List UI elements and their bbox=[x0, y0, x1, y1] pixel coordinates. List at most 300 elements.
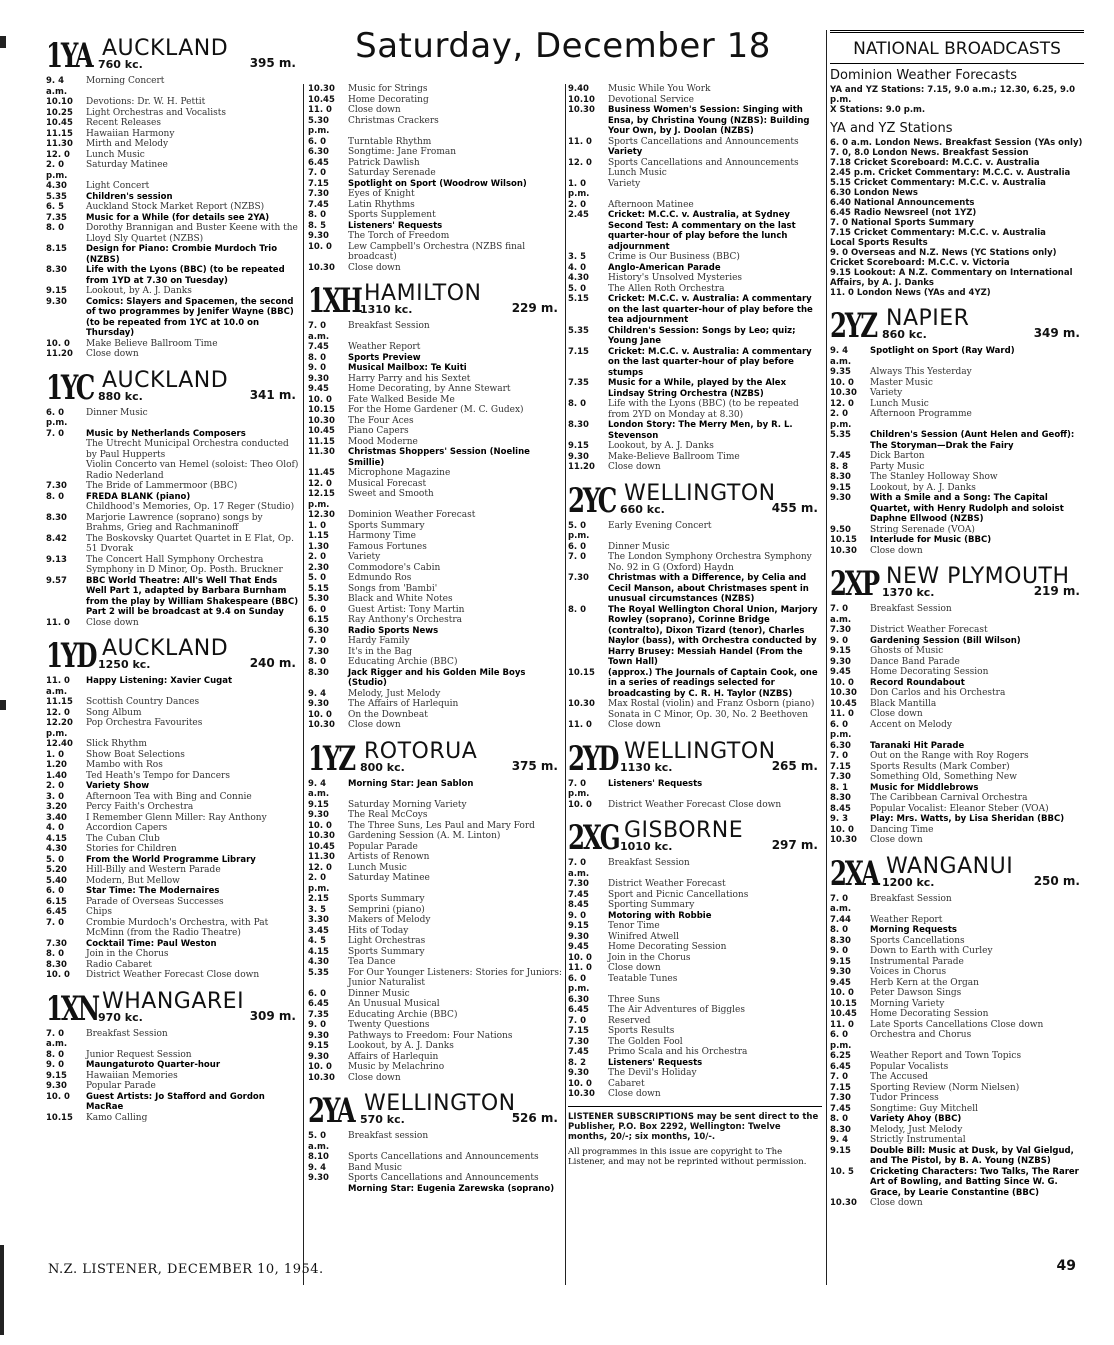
programme-row bbox=[568, 699, 822, 720]
programme-time: 2.45 bbox=[568, 210, 589, 220]
programme-row bbox=[830, 604, 1084, 625]
programme-title: Black Mantilla bbox=[870, 698, 937, 709]
programme-time: 11. 0 bbox=[830, 709, 854, 719]
programme-row bbox=[308, 437, 562, 448]
programme-title: Hawaiian Harmony bbox=[86, 128, 175, 139]
programme-row bbox=[830, 625, 1084, 636]
programme-title: Home Decorating Session bbox=[870, 667, 989, 677]
programme-title: Sports Cancellations bbox=[870, 935, 965, 946]
programme-time: 6.30 bbox=[308, 625, 329, 636]
station-wavelength: 349 m. bbox=[1033, 326, 1080, 340]
programme-title: Close down bbox=[348, 720, 401, 730]
programme-row bbox=[308, 95, 562, 106]
programme-row bbox=[308, 231, 562, 242]
programme-row bbox=[568, 995, 822, 1006]
programme-time: 7.30 bbox=[308, 189, 329, 199]
programme-title: The Affairs of Harlequin bbox=[348, 699, 459, 709]
programme-time: 6. 0 bbox=[308, 136, 327, 147]
programme-time: 8. 0 bbox=[568, 399, 587, 409]
station-city: GISBORNE bbox=[624, 818, 744, 843]
programme-time: 7.45 bbox=[308, 199, 329, 210]
copyright-notice: All programmes in this issue are copyright to The Listener, and may not be reprinted without permission. bbox=[568, 1146, 807, 1167]
programme-row bbox=[568, 399, 822, 420]
programme-row bbox=[46, 181, 300, 192]
programme-time: 9. 4 a.m. bbox=[308, 778, 330, 799]
programme-title: Late Sports Cancellations Close down bbox=[870, 1019, 1044, 1030]
programme-row bbox=[46, 865, 300, 876]
programme-time: 10.30 bbox=[830, 835, 857, 845]
programme-title: Songtime: Jane Froman bbox=[348, 147, 457, 157]
programme-time: 7. 0 a.m. bbox=[830, 604, 852, 625]
programme-title: I Remember Glenn Miller: Ray Anthony bbox=[86, 812, 267, 823]
programme-time: 10.30 bbox=[568, 699, 595, 709]
programme-row bbox=[830, 1093, 1084, 1104]
programme-row bbox=[830, 957, 1084, 968]
programme-title: Radio Cabaret bbox=[86, 959, 152, 970]
programme-row bbox=[568, 668, 822, 700]
programme-row bbox=[46, 429, 300, 440]
programme-time: 10. 0 bbox=[308, 709, 332, 720]
programme-title: Music for Middlebrows bbox=[870, 782, 979, 793]
programme-row bbox=[46, 76, 300, 97]
programme-title: Instrumental Parade bbox=[870, 956, 964, 967]
programme-time: 9.13 bbox=[46, 554, 67, 565]
programme-time: 9. 3 bbox=[830, 814, 849, 824]
programme-time: 7.15 bbox=[568, 1026, 589, 1036]
programme-time: 7. 0 p.m. bbox=[568, 778, 590, 799]
programme-title: Musical Forecast bbox=[348, 478, 427, 489]
programme-time: 1.40 bbox=[46, 770, 67, 781]
programme-time: 1.20 bbox=[46, 760, 67, 770]
programme-time: 11. 0 bbox=[568, 136, 592, 147]
programme-time: 9.30 bbox=[46, 296, 67, 307]
programme-row bbox=[830, 741, 1084, 752]
station-call-sign: 2YA bbox=[308, 1091, 354, 1131]
station-call-sign: 1YD bbox=[46, 636, 96, 676]
programme-row bbox=[308, 968, 562, 989]
programme-time: 9.30 bbox=[308, 1051, 329, 1062]
programme-title: Christmas Shoppers' Session (Noeline Smillie) bbox=[348, 447, 530, 468]
programme-row bbox=[308, 810, 562, 821]
programme-title: Light Orchestras and Vocalists bbox=[86, 107, 227, 118]
programme-row bbox=[830, 1104, 1084, 1115]
programme-time: 7.35 bbox=[568, 378, 589, 388]
programme-row bbox=[830, 925, 1084, 936]
programme-time: 9. 0 bbox=[308, 1020, 327, 1030]
station-frequency: 570 kc. bbox=[360, 1113, 405, 1126]
station-call-sign: 1XH bbox=[308, 281, 361, 321]
programme-time: 10. 0 bbox=[830, 988, 854, 998]
programme-row bbox=[568, 1089, 822, 1100]
programme-row bbox=[308, 263, 562, 274]
programme-row bbox=[46, 439, 300, 460]
programme-time: 12. 0 bbox=[46, 707, 70, 718]
station-city: WELLINGTON bbox=[624, 738, 776, 764]
programme-row bbox=[46, 265, 300, 286]
column-2 bbox=[308, 84, 562, 1194]
programme-time: 5. 0 a.m. bbox=[308, 1131, 330, 1152]
station-1ya bbox=[46, 34, 300, 360]
station-frequency: 1250 kc. bbox=[98, 658, 151, 671]
programme-row bbox=[568, 378, 822, 399]
programme-row bbox=[308, 999, 562, 1010]
programme-time: 9.30 bbox=[568, 931, 589, 942]
programme-title: Close down bbox=[870, 835, 923, 845]
programme-title: Popular Vocalists bbox=[870, 1061, 949, 1072]
programme-row bbox=[308, 479, 562, 490]
programme-row bbox=[308, 1173, 562, 1184]
programme-row bbox=[46, 718, 300, 739]
programme-row bbox=[568, 137, 822, 148]
programme-row bbox=[830, 709, 1084, 720]
programme-row bbox=[308, 489, 562, 510]
programme-row bbox=[308, 416, 562, 427]
programme-time: 12. 0 bbox=[308, 478, 332, 489]
programme-row bbox=[568, 252, 822, 263]
programme-time: 10. 0 bbox=[830, 377, 854, 388]
programme-row bbox=[830, 1051, 1084, 1062]
station-2xg bbox=[568, 816, 822, 1100]
programme-time: 8. 0 bbox=[46, 223, 65, 233]
programme-time: 10.45 bbox=[830, 698, 857, 709]
programme-title: District Weather Forecast Close down bbox=[86, 970, 260, 980]
programme-row bbox=[830, 814, 1084, 825]
programme-title: Cricket: M.C.C. v. Australia: A commentary on the last quarter-hour of play before stumps bbox=[608, 346, 812, 378]
station-city: WANGANUI bbox=[886, 853, 1014, 879]
subscriptions-notice: LISTENER SUBSCRIPTIONS may be sent direct to the Publisher, P.O. Box 2292, Wellington: Twelve months, 20/-; six months, 10/-. bbox=[568, 1106, 822, 1142]
programme-row bbox=[46, 697, 300, 708]
national-broadcasts-title: NATIONAL BROADCASTS bbox=[830, 30, 1084, 64]
programme-title: Spotlight on Sport (Woodrow Wilson) bbox=[348, 178, 527, 189]
programme-row bbox=[46, 223, 300, 244]
programme-time: 10.45 bbox=[830, 1009, 857, 1019]
programme-row bbox=[46, 492, 300, 503]
programme-title: Sports Results (Mark Comber) bbox=[870, 761, 1010, 772]
programme-row bbox=[308, 699, 562, 710]
programme-title: Band Music bbox=[348, 1162, 402, 1173]
programme-time: 9.40 bbox=[568, 84, 589, 94]
programme-time: 9. 0 bbox=[308, 363, 327, 373]
programme-time: 9.15 bbox=[46, 1070, 67, 1081]
programme-time: 10.15 bbox=[46, 1112, 73, 1123]
programme-row bbox=[568, 800, 822, 811]
programme-row bbox=[308, 405, 562, 416]
programme-time: 7.30 bbox=[568, 1036, 589, 1047]
programme-time: 9. 4 bbox=[308, 1162, 327, 1173]
programme-time: 2. 0 bbox=[46, 781, 65, 791]
programme-time: 9.15 bbox=[46, 286, 67, 296]
programme-time: 11.20 bbox=[46, 349, 73, 359]
programme-time: 3.45 bbox=[308, 925, 329, 936]
programme-title: Saturday Matinee bbox=[86, 160, 168, 170]
programme-row bbox=[308, 1031, 562, 1042]
station-wavelength: 240 m. bbox=[249, 656, 296, 670]
programme-time: 1.30 bbox=[308, 541, 329, 552]
programme-title: Children's Session (Aunt Helen and Geoff): The Storyman—Drak the Fairy bbox=[870, 430, 1075, 451]
programme-time: 8.30 bbox=[830, 793, 851, 803]
station-header bbox=[830, 562, 1084, 602]
programme-row bbox=[308, 1062, 562, 1073]
programme-row bbox=[308, 1152, 562, 1163]
programme-time: 9.30 bbox=[308, 810, 329, 820]
programme-time: 9. 0 bbox=[830, 946, 849, 956]
programme-time: 10.30 bbox=[308, 415, 335, 426]
programme-title: Show Boat Selections bbox=[86, 749, 185, 760]
programme-time: 9. 4 a.m. bbox=[46, 76, 68, 97]
programme-row bbox=[308, 116, 562, 137]
programme-row bbox=[308, 573, 562, 584]
programme-title: Saturday Serenade bbox=[348, 168, 436, 178]
programme-title: Peter Dawson Sings bbox=[870, 988, 962, 998]
programme-row bbox=[568, 1005, 822, 1016]
programme-time: 7.30 bbox=[830, 625, 851, 635]
programme-time: 6.45 bbox=[308, 157, 329, 168]
programme-time: 3. 0 bbox=[46, 791, 65, 802]
programme-title: Morning Star: Jean Sablon bbox=[348, 778, 474, 789]
programme-time: 10. 0 bbox=[46, 970, 70, 980]
programme-time: 10.45 bbox=[308, 426, 335, 436]
programme-time: 8.42 bbox=[46, 533, 67, 544]
programme-title: Afternoon Matinee bbox=[608, 199, 694, 210]
programme-time bbox=[46, 502, 86, 513]
programme-title: The Stanley Holloway Show bbox=[870, 472, 998, 482]
programme-title: Hawaiian Memories bbox=[86, 1070, 178, 1081]
station-call-sign: 2XP bbox=[830, 564, 878, 604]
programme-title: Design for Piano: Crombie Murdoch Trio (NZBS) bbox=[86, 244, 278, 265]
station-city: WHANGAREI bbox=[102, 988, 245, 1014]
programme-row bbox=[46, 1092, 300, 1113]
programme-row bbox=[46, 676, 300, 697]
programme-row bbox=[308, 221, 562, 232]
programme-title: Christmas Crackers bbox=[348, 115, 439, 126]
programme-time: 4.30 bbox=[46, 181, 67, 191]
programme-row bbox=[830, 751, 1084, 762]
page-footer: N.Z. LISTENER, DECEMBER 10, 1954. bbox=[48, 1262, 324, 1277]
station-1xn bbox=[46, 987, 300, 1124]
programme-title: Master Music bbox=[870, 377, 933, 388]
programme-title: Variety bbox=[348, 552, 381, 562]
programme-title: Listeners' Requests bbox=[348, 220, 443, 231]
programme-row bbox=[830, 720, 1084, 741]
station-city: NAPIER bbox=[886, 306, 970, 331]
programme-row bbox=[568, 911, 822, 922]
programme-title: Ted Heath's Tempo for Dancers bbox=[86, 770, 230, 781]
programme-title: The Four Aces bbox=[348, 415, 414, 426]
station-city: NEW PLYMOUTH bbox=[886, 564, 1070, 589]
programme-title: Dinner Music bbox=[608, 541, 670, 552]
programme-row bbox=[568, 210, 822, 252]
programme-time: 9.57 bbox=[46, 575, 67, 586]
programme-title: Cricketing Characters: Two Talks, The Rarer Art of Bowling, and Batting Since W. G. Grace, by Learie Constantine (BBC) bbox=[870, 1166, 1079, 1198]
programme-time: 7. 0 bbox=[308, 168, 327, 178]
station-wavelength: 297 m. bbox=[771, 838, 818, 852]
programme-row bbox=[46, 1113, 300, 1124]
column-4 bbox=[830, 28, 1084, 1209]
programme-row bbox=[308, 168, 562, 179]
programme-time: 9.15 bbox=[308, 1041, 329, 1051]
programme-row bbox=[308, 1131, 562, 1152]
station-city: WELLINGTON bbox=[364, 1091, 516, 1116]
programme-time: 10.15 bbox=[568, 667, 595, 678]
programme-row bbox=[46, 339, 300, 350]
programme-time: 11. 0 bbox=[830, 1019, 854, 1030]
programme-time: 9.30 bbox=[308, 1030, 329, 1041]
station-call-sign: 2XG bbox=[568, 818, 619, 858]
programme-title: Home Decorating Session bbox=[608, 942, 727, 952]
programme-title: Educating Archie (BBC) bbox=[348, 1009, 458, 1020]
programme-row bbox=[568, 974, 822, 995]
programme-title: Business Women's Session: Singing with Ensa, by Christina Young (NZBS): Building Your Own, by J. Doolan (NZBS) bbox=[608, 105, 810, 136]
programme-title: The Air Adventures of Biggles bbox=[608, 1005, 745, 1015]
programme-time: 8.30 bbox=[46, 959, 67, 970]
programme-time: 10. 5 bbox=[830, 1166, 854, 1177]
programme-row bbox=[308, 852, 562, 863]
programme-title: Tea Dance bbox=[348, 957, 396, 967]
programme-title: Songtime: Guy Mitchell bbox=[870, 1103, 978, 1114]
programme-title: BBC World Theatre: All's Well That Ends Well Part 1, adapted by Barbara Burnham from the play by William Shakespeare (BBC) Part 2 will be broadcast at 9.4 on Sunday bbox=[86, 575, 299, 617]
programme-time: 10.15 bbox=[830, 535, 857, 545]
programme-row bbox=[568, 452, 822, 463]
station-2yd bbox=[568, 737, 822, 811]
programme-row bbox=[830, 772, 1084, 783]
station-call-sign: 1YZ bbox=[308, 738, 354, 779]
programme-time: 5.35 bbox=[830, 430, 851, 440]
programme-row bbox=[830, 1009, 1084, 1020]
programme-row bbox=[46, 970, 300, 981]
binding-mark bbox=[0, 1245, 4, 1335]
programme-time: 10. 0 bbox=[46, 338, 70, 349]
binding-mark bbox=[0, 36, 6, 48]
station-city: AUCKLAND bbox=[102, 36, 229, 61]
programme-row bbox=[830, 1146, 1084, 1167]
programme-title: Melody, Just Melody bbox=[348, 688, 441, 699]
programme-row bbox=[830, 378, 1084, 389]
programme-time: 5. 0 p.m. bbox=[568, 520, 590, 541]
station-1ya-continued bbox=[308, 84, 562, 273]
programme-title: Motoring with Robbie bbox=[608, 910, 712, 921]
programme-title: The Bride of Lammermoor (BBC) bbox=[86, 481, 238, 491]
programme-row bbox=[46, 876, 300, 887]
programme-row bbox=[46, 460, 300, 481]
programme-row bbox=[568, 521, 822, 542]
programme-title: Pathways to Freedom: Four Nations bbox=[348, 1030, 513, 1041]
programme-time: 9.35 bbox=[830, 367, 851, 377]
station-call-sign: 1YC bbox=[46, 367, 94, 408]
programme-row bbox=[308, 657, 562, 668]
programme-title: Stories for Children bbox=[86, 844, 177, 854]
programme-title: Dinner Music bbox=[348, 988, 410, 999]
programme-time: 2. 0 p.m. bbox=[46, 160, 68, 181]
programme-time: 7.30 bbox=[830, 1093, 851, 1103]
programme-time: 2.30 bbox=[308, 562, 329, 573]
programme-time: 9.30 bbox=[308, 699, 329, 709]
programme-row bbox=[46, 918, 300, 939]
station-wavelength: 229 m. bbox=[511, 301, 558, 315]
programme-title: Something Old, Something New bbox=[870, 772, 1017, 782]
programme-title: Close down bbox=[608, 462, 661, 472]
programme-row bbox=[46, 802, 300, 813]
programme-time: 7.30 bbox=[308, 646, 329, 657]
programme-time bbox=[568, 168, 608, 179]
programme-time: 10. 0 bbox=[830, 824, 854, 835]
programme-title: Dance Band Parade bbox=[870, 656, 960, 667]
programme-title: Sports Summary bbox=[348, 894, 425, 904]
programme-row bbox=[308, 179, 562, 190]
programme-title: History's Unsolved Mysteries bbox=[608, 273, 743, 283]
programme-title: Weather Report bbox=[348, 342, 421, 352]
station-city: WELLINGTON bbox=[624, 480, 776, 506]
programme-row bbox=[308, 147, 562, 158]
programme-title: Morning Concert bbox=[86, 76, 165, 86]
programme-row bbox=[830, 409, 1084, 430]
programme-title: Play: Mrs. Watts, by Lisa Sheridan (BBC) bbox=[870, 814, 1065, 824]
programme-title: Children's Session: Songs by Leo; quiz; Young Jane bbox=[608, 325, 796, 346]
programme-row bbox=[830, 1083, 1084, 1094]
programme-row bbox=[830, 472, 1084, 483]
programme-time: 7. 0 bbox=[46, 917, 65, 928]
programme-time: 5. 0 bbox=[46, 854, 65, 865]
programme-row bbox=[830, 367, 1084, 378]
programme-row bbox=[46, 897, 300, 908]
programme-row bbox=[46, 576, 300, 618]
programme-title: Morning Star: Eugenia Zarewska (soprano) bbox=[348, 1183, 555, 1194]
programme-title: Sports Summary bbox=[348, 520, 425, 531]
station-wavelength: 309 m. bbox=[249, 1008, 296, 1023]
programme-title: Popular Parade bbox=[86, 1081, 156, 1091]
programme-row bbox=[568, 605, 822, 668]
national-item: 7.18 Cricket Scoreboard: M.C.C. v. Australia bbox=[830, 158, 1040, 168]
programme-time: 10.45 bbox=[308, 94, 335, 105]
programme-time bbox=[46, 439, 86, 460]
programme-row bbox=[830, 636, 1084, 647]
programme-row bbox=[308, 137, 562, 148]
programme-row bbox=[308, 626, 562, 637]
programme-time: 9.45 bbox=[568, 942, 589, 952]
programme-row bbox=[308, 720, 562, 731]
programme-title: Breakfast Session bbox=[608, 858, 690, 868]
programme-time: 5.35 bbox=[308, 967, 329, 978]
programme-time: 8. 2 bbox=[568, 1057, 587, 1068]
programme-title: Voices in Chorus bbox=[870, 967, 947, 977]
column-rule bbox=[826, 30, 827, 1285]
weather-title: Dominion Weather Forecasts bbox=[830, 68, 1018, 83]
programme-row bbox=[46, 555, 300, 576]
column-rule bbox=[303, 84, 304, 1285]
programme-time: 6.30 bbox=[830, 740, 851, 751]
programme-title: Anglo-American Parade bbox=[608, 262, 721, 273]
programme-title: Light Orchestras bbox=[348, 936, 426, 946]
programme-time: 7.30 bbox=[46, 938, 67, 949]
national-item: 6. 0 a.m. London News. Breakfast Session (YAs only) bbox=[830, 138, 1083, 148]
programme-time: 5. 0 bbox=[568, 283, 587, 294]
station-frequency: 880 kc. bbox=[98, 389, 143, 403]
programme-time: 4. 0 bbox=[568, 262, 587, 273]
programme-time: 7. 0 bbox=[830, 1072, 849, 1082]
programme-time: 6.45 bbox=[46, 907, 67, 917]
programme-title: Dancing Time bbox=[870, 824, 934, 835]
station-2yc bbox=[568, 479, 822, 731]
programme-time: 7.30 bbox=[830, 772, 851, 782]
national-item: 2.45 p.m. Cricket Commentary: M.C.C. v. Australia bbox=[830, 168, 1071, 178]
programme-title: Mambo with Ros bbox=[86, 760, 163, 770]
programme-time: 6. 5 bbox=[46, 202, 65, 212]
programme-title: Out on the Range with Roy Rogers bbox=[870, 751, 1029, 761]
programme-title: Dominion Weather Forecast bbox=[348, 510, 476, 520]
programme-title: Eyes of Knight bbox=[348, 189, 415, 199]
programme-row bbox=[308, 957, 562, 968]
programme-title: Don Carlos and his Orchestra bbox=[870, 688, 1006, 698]
programme-time: 8. 0 bbox=[46, 1049, 65, 1060]
